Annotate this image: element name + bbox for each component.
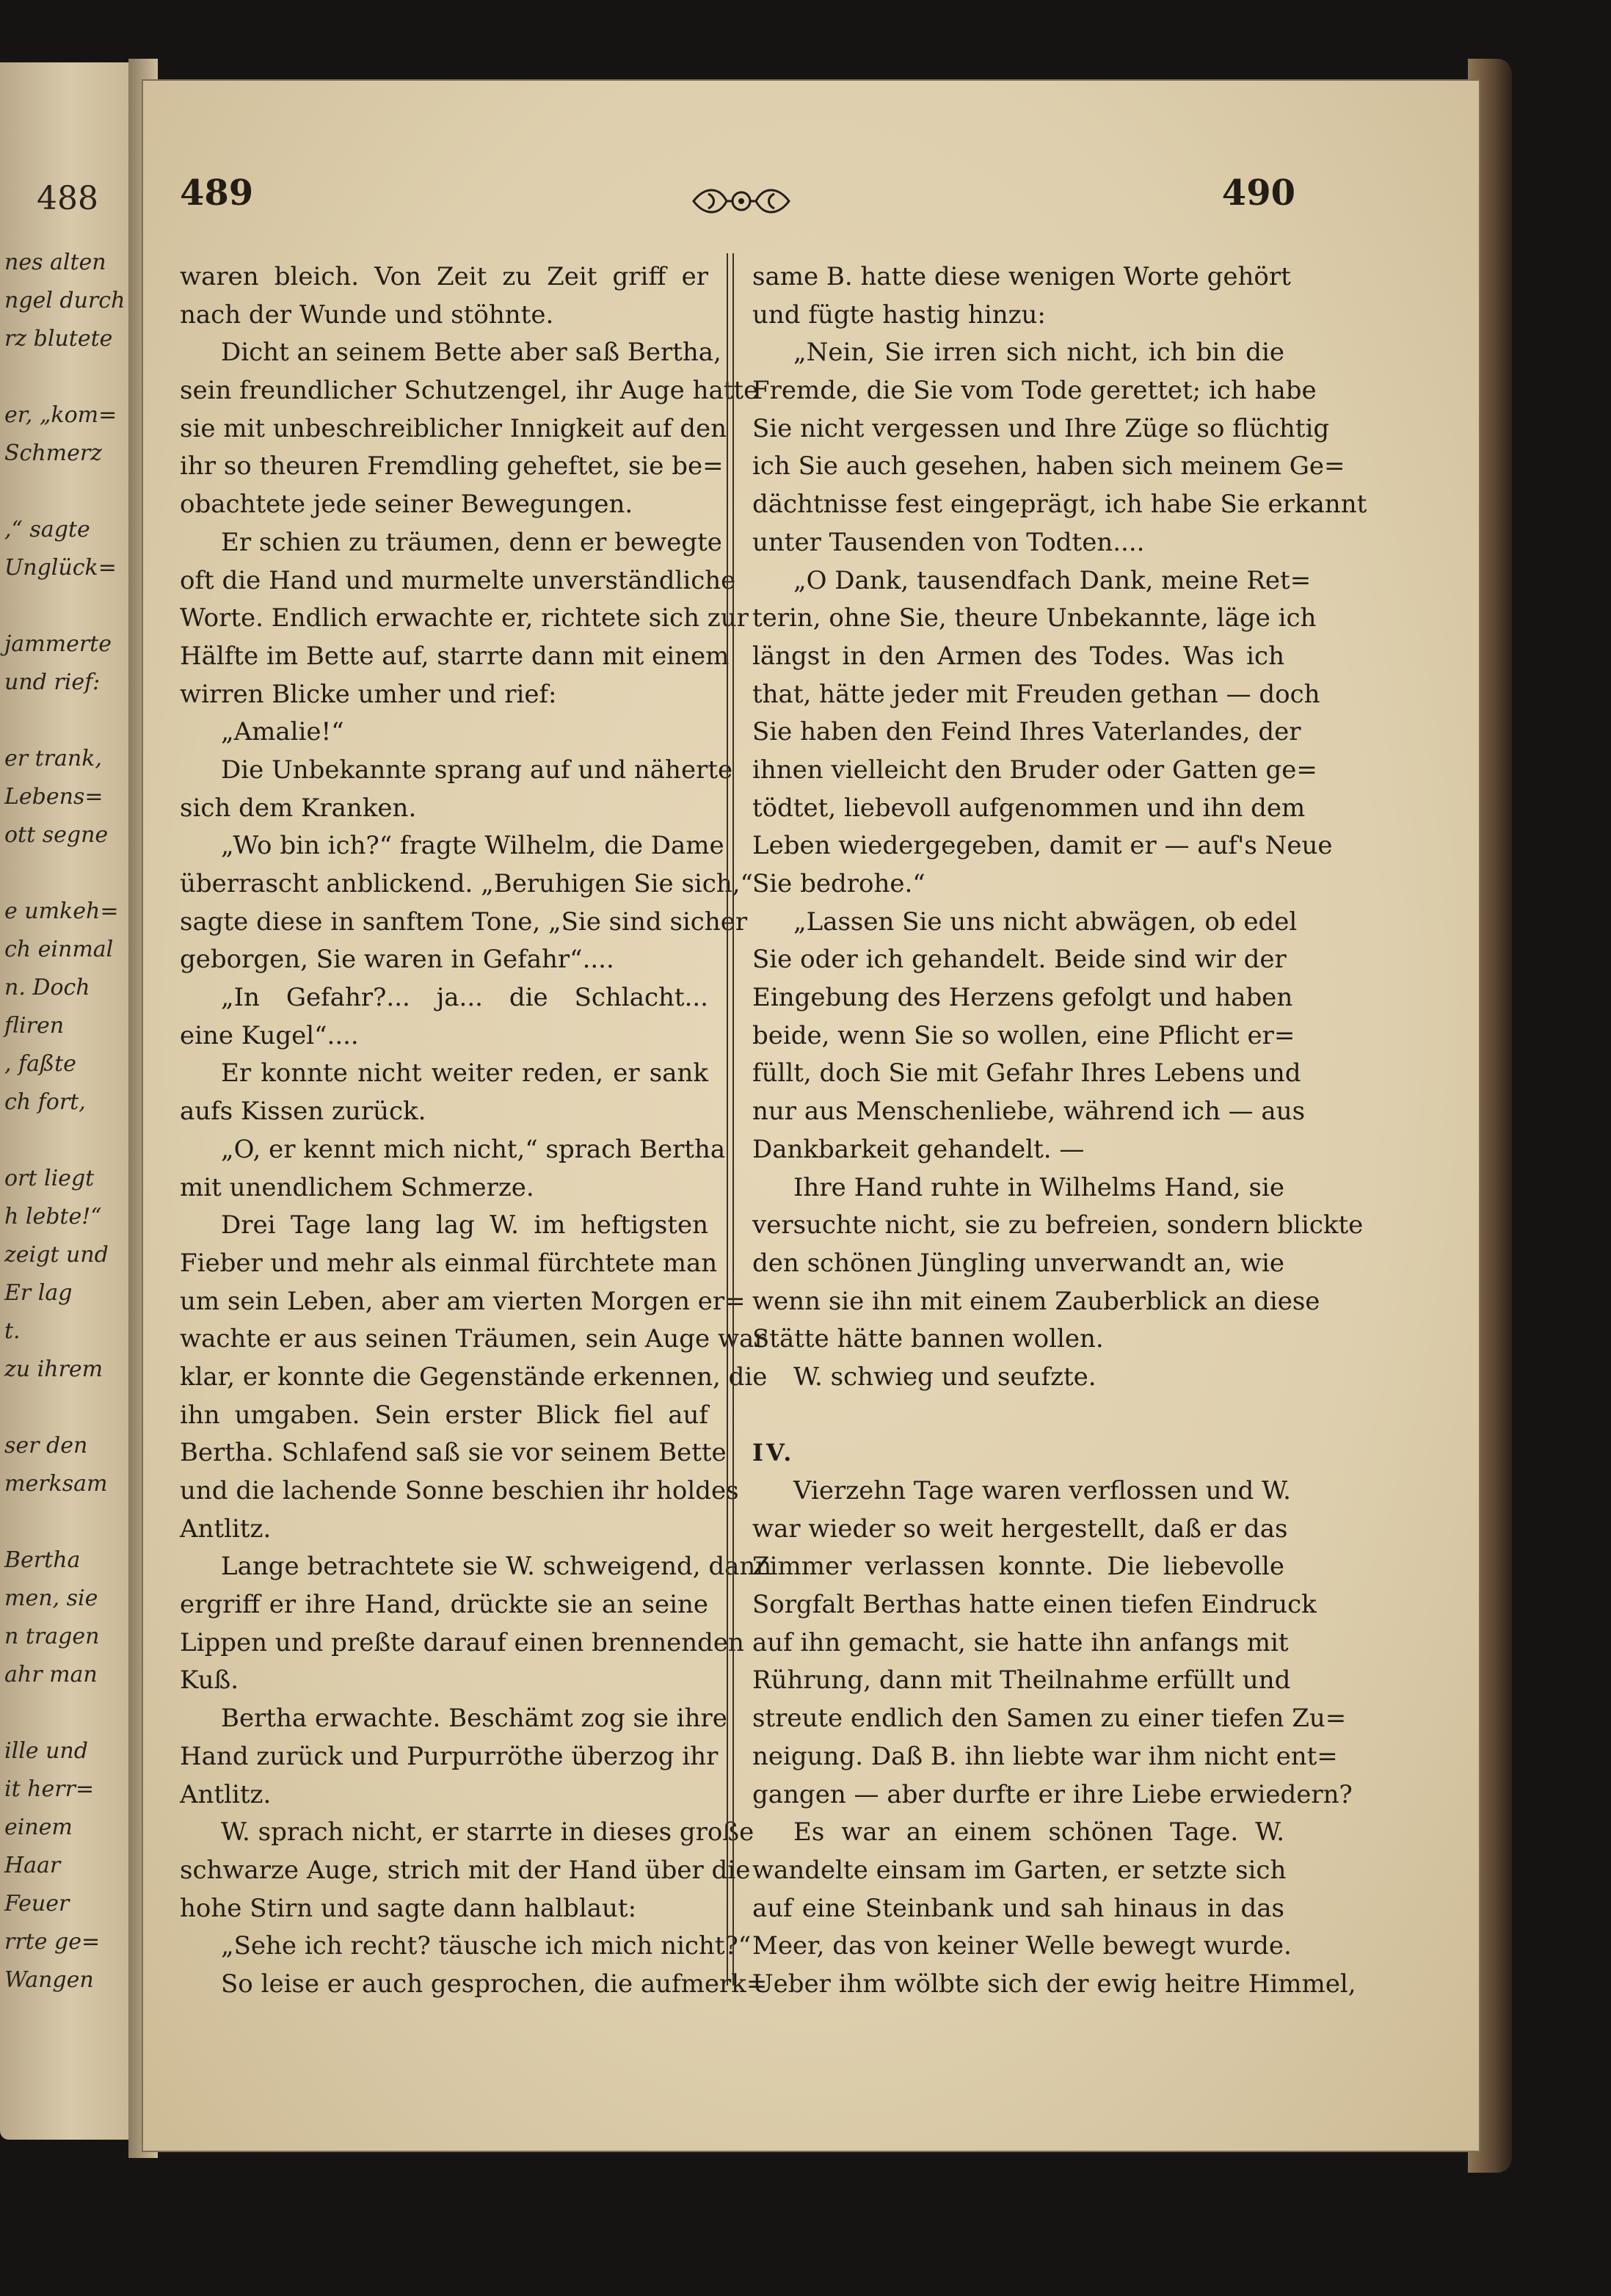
- right-column-text-line: Stätte hätte bannen wollen.: [752, 1324, 1104, 1354]
- left-column-text-line: wachte er aus seinen Träumen, sein Auge war: [180, 1324, 766, 1354]
- right-column-text-line: Sie haben den Feind Ihres Vaterlandes, der: [752, 717, 1301, 747]
- right-column-text-line: Sie nicht vergessen und Ihre Züge so flüchtig: [752, 413, 1330, 443]
- right-column-text-line: Sie bedrohe.“: [752, 869, 925, 898]
- right-column-text-line: auf ihn gemacht, sie hatte ihn anfangs mit: [752, 1627, 1289, 1657]
- right-column-text-line: ihnen vielleicht den Bruder oder Gatten ge=: [752, 755, 1317, 785]
- left-column-text-line: sie mit unbeschreiblicher Innigkeit auf den: [180, 413, 727, 443]
- left-column-text-line: „Sehe ich recht? täusche ich mich nicht?“: [221, 1931, 752, 1961]
- previous-page-text-fragment: e umkeh=: [4, 898, 119, 924]
- right-column-text-line: Dankbarkeit gehandelt. —: [752, 1134, 1085, 1164]
- left-column-text-line: ihr so theuren Fremdling geheftet, sie be=: [180, 451, 724, 482]
- previous-page-edge: [0, 62, 128, 2140]
- left-column-text-line: wirren Blicke umher und rief:: [180, 679, 557, 709]
- left-column-text-line: Kuß.: [180, 1665, 239, 1696]
- previous-page-text-fragment: ahr man: [4, 1662, 98, 1688]
- left-column-text-line: klar, er konnte die Gegenstände erkennen, die: [180, 1362, 768, 1392]
- right-column-text-line: versuchte nicht, sie zu befreien, sondern blickte: [752, 1210, 1364, 1240]
- left-column-text-line: Drei Tage lang lag W. im heftigsten: [221, 1210, 708, 1240]
- right-column-text-line: Leben wiedergegeben, damit er — auf's Neue: [752, 831, 1333, 861]
- left-column-text-line: hohe Stirn und sagte dann halblaut:: [180, 1893, 637, 1923]
- left-column-text-line: aufs Kissen zurück.: [180, 1097, 426, 1127]
- right-column-text-line: wandelte einsam im Garten, er setzte sich: [752, 1855, 1287, 1885]
- page-number-left: 489: [180, 172, 254, 214]
- previous-page-text-fragment: fliren: [4, 1013, 65, 1039]
- right-column-text-line: neigung. Daß B. ihn liebte war ihm nicht ent=: [752, 1741, 1338, 1771]
- page-header: [180, 172, 1295, 231]
- previous-page-text-fragment: er trank,: [4, 746, 102, 771]
- page-number-right: 490: [1221, 172, 1295, 214]
- right-column-text-line: Eingebung des Herzens gefolgt und haben: [752, 983, 1293, 1013]
- right-column-text-line: „Nein, Sie irren sich nicht, ich bin die: [793, 338, 1284, 368]
- right-column-text-line: war wieder so weit hergestellt, daß er das: [752, 1514, 1288, 1544]
- right-column-text-line: Es war an einem schönen Tage. W.: [793, 1817, 1284, 1848]
- left-column-text-line: um sein Leben, aber am vierten Morgen er=: [180, 1286, 746, 1316]
- previous-page-text-fragment: Wangen: [4, 1967, 94, 1993]
- previous-page-text-fragment: und rief:: [4, 669, 101, 695]
- left-column-text-line: sein freundlicher Schutzengel, ihr Auge hatte: [180, 376, 759, 406]
- left-column-text-line: sich dem Kranken.: [180, 793, 417, 823]
- right-column-text-line: that, hätte jeder mit Freuden gethan — doch: [752, 679, 1320, 709]
- left-column-text-line: Er konnte nicht weiter reden, er sank: [221, 1058, 708, 1089]
- text-column-right: [752, 258, 1367, 2004]
- left-column-text-line: W. sprach nicht, er starrte in dieses große: [221, 1817, 754, 1848]
- previous-page-text-fragment: ngel durch: [4, 288, 126, 313]
- left-column-text-line: nach der Wunde und stöhnte.: [180, 299, 554, 330]
- previous-page-text-fragment: rz blutete: [4, 326, 113, 352]
- previous-page-text-fragment: Haar: [4, 1853, 61, 1878]
- right-column-text-line: auf eine Steinbank und sah hinaus in das: [752, 1893, 1284, 1923]
- left-column-text-line: Hälfte im Bette auf, starrte dann mit einem: [180, 641, 730, 671]
- right-column-text-line: Ueber ihm wölbte sich der ewig heitre Himmel,: [752, 1969, 1356, 1999]
- left-column-text-line: „In Gefahr?... ja... die Schlacht...: [221, 983, 708, 1013]
- right-column-text-line: Fremde, die Sie vom Tode gerettet; ich habe: [752, 376, 1317, 406]
- left-column-text-line: obachtete jede seiner Bewegungen.: [180, 490, 633, 520]
- previous-page-text-fragment: zeigt und: [4, 1242, 109, 1268]
- previous-page-text-fragment: ,“ sagte: [4, 517, 90, 542]
- previous-page-text-fragment: Feuer: [4, 1891, 70, 1917]
- left-column-text-line: ihn umgaben. Sein erster Blick fiel auf: [180, 1400, 708, 1430]
- right-column-text-line: „Lassen Sie uns nicht abwägen, ob edel: [793, 907, 1298, 937]
- left-column-text-line: „Wo bin ich?“ fragte Wilhelm, die Dame: [221, 831, 724, 861]
- column-divider: [727, 253, 734, 1986]
- previous-page-text-fragment: ser den: [4, 1433, 88, 1458]
- left-column-text-line: Bertha erwachte. Beschämt zog sie ihre: [221, 1704, 727, 1734]
- right-column-text-line: Zimmer verlassen konnte. Die liebevolle: [752, 1552, 1284, 1582]
- left-column-text-line: Hand zurück und Purpurröthe überzog ihr: [180, 1741, 719, 1771]
- left-column-text-line: waren bleich. Von Zeit zu Zeit griff er: [180, 262, 708, 291]
- previous-page-text-fragment: nes alten: [4, 250, 106, 275]
- right-column-text-line: längst in den Armen des Todes. Was ich: [752, 641, 1284, 671]
- previous-page-text-fragment: n. Doch: [4, 975, 90, 1000]
- left-column-text-line: Dicht an seinem Bette aber saß Bertha,: [221, 338, 721, 368]
- left-column-text-line: überrascht anblickend. „Beruhigen Sie sich,“: [180, 869, 753, 898]
- previous-page-text-fragment: Lebens=: [4, 784, 103, 810]
- previous-page-text-fragment: merksam: [4, 1471, 108, 1497]
- left-column-text-line: oft die Hand und murmelte unverständliche: [180, 565, 736, 595]
- left-column-text-line: Die Unbekannte sprang auf und näherte: [221, 755, 733, 785]
- right-column-text-line: wenn sie ihn mit einem Zauberblick an diese: [752, 1286, 1320, 1316]
- previous-page-text-fragment: jammerte: [4, 631, 112, 657]
- right-column-text-line: Meer, das von keiner Welle bewegt wurde.: [752, 1931, 1292, 1961]
- previous-page-text-fragment: Bertha: [4, 1547, 81, 1573]
- previous-page-text-fragment: Er lag: [4, 1280, 73, 1306]
- right-column-text-line: tödtet, liebevoll aufgenommen und ihn dem: [752, 793, 1306, 823]
- left-column-text-line: So leise er auch gesprochen, die aufmerk=: [221, 1969, 768, 1999]
- previous-page-text-fragment: t.: [4, 1318, 21, 1344]
- right-column-text-line: dächtnisse fest eingeprägt, ich habe Sie erkannt: [752, 490, 1367, 520]
- section-spacer: [752, 1397, 1284, 1435]
- left-column-text-line: „O, er kennt mich nicht,“ sprach Bertha: [221, 1134, 726, 1164]
- previous-page-text-fragment: h lebte!“: [4, 1204, 102, 1229]
- previous-page-text-fragment: rrte ge=: [4, 1929, 101, 1955]
- left-column-text-line: „Amalie!“: [221, 717, 344, 747]
- right-column-text-line: unter Tausenden von Todten....: [752, 527, 1145, 557]
- previous-page-text-fragment: Schmerz: [4, 440, 103, 466]
- right-column-text-line: nur aus Menschenliebe, während ich — aus: [752, 1097, 1306, 1127]
- previous-page-text-fragment: ch einmal: [4, 937, 114, 962]
- right-column-text-line: ich Sie auch gesehen, haben sich meinem Ge=: [752, 451, 1345, 482]
- right-column-text-line: „O Dank, tausendfach Dank, meine Ret=: [793, 565, 1312, 595]
- previous-page-text-fragment: zu ihrem: [4, 1356, 103, 1382]
- previous-page-text-fragment: ch fort,: [4, 1089, 86, 1115]
- previous-page-text-fragment: einem: [4, 1814, 73, 1840]
- left-column-text-line: Fieber und mehr als einmal fürchtete man: [180, 1248, 718, 1278]
- right-column-text-line: Rührung, dann mit Theilnahme erfüllt und: [752, 1665, 1291, 1696]
- left-column-text-line: mit unendlichem Schmerze.: [180, 1172, 534, 1202]
- right-column-text-line: Sorgfalt Berthas hatte einen tiefen Eindruck: [752, 1590, 1317, 1620]
- right-column-text-line: same B. hatte diese wenigen Worte gehört: [752, 262, 1291, 291]
- right-column-text-line: W. schwieg und seufzte.: [793, 1362, 1097, 1392]
- previous-page-text-fragment: it herr=: [4, 1776, 95, 1802]
- previous-page-text-fragment: ott segne: [4, 822, 109, 848]
- previous-page-number: 488: [37, 180, 98, 217]
- right-column-text-line: gangen — aber durfte er ihre Liebe erwiedern?: [752, 1779, 1353, 1809]
- previous-page-text-fragment: men, sie: [4, 1585, 98, 1611]
- text-column-left: [180, 258, 772, 2004]
- right-column-text-line: und fügte hastig hinzu:: [752, 299, 1046, 330]
- previous-page-text-fragment: Unglück=: [4, 555, 117, 581]
- left-column-text-line: Antlitz.: [180, 1779, 272, 1809]
- section-heading: IV.: [752, 1439, 795, 1467]
- left-column-text-line: Worte. Endlich erwachte er, richtete sich zur: [180, 603, 749, 633]
- left-column-text-line: Lippen und preßte darauf einen brennenden: [180, 1627, 744, 1657]
- previous-page-text-fragment: , faßte: [4, 1051, 76, 1077]
- right-column-text-line: Sie oder ich gehandelt. Beide sind wir der: [752, 945, 1287, 975]
- left-column-text-line: ergriff er ihre Hand, drückte sie an seine: [180, 1590, 708, 1620]
- left-column-text-line: schwarze Auge, strich mit der Hand über die: [180, 1855, 751, 1885]
- left-column-text-line: Bertha. Schlafend saß sie vor seinem Bette: [180, 1438, 727, 1468]
- right-column-text-line: den schönen Jüngling unverwandt an, wie: [752, 1248, 1284, 1278]
- left-column-text-line: geborgen, Sie waren in Gefahr“....: [180, 945, 614, 975]
- left-column-text-line: sagte diese in sanftem Tone, „Sie sind sicher: [180, 907, 748, 937]
- ornament-icon: [686, 183, 796, 219]
- right-column-text-line: terin, ohne Sie, theure Unbekannte, läge ich: [752, 603, 1317, 633]
- left-column-text-line: eine Kugel“....: [180, 1020, 359, 1050]
- left-column-text-line: Lange betrachtete sie W. schweigend, dann: [221, 1552, 772, 1582]
- right-column-text-line: Vierzehn Tage waren verflossen und W.: [793, 1476, 1291, 1505]
- previous-page-text-fragment: ort liegt: [4, 1166, 95, 1191]
- right-column-text-line: Ihre Hand ruhte in Wilhelms Hand, sie: [793, 1172, 1284, 1202]
- right-column-text-line: streute endlich den Samen zu einer tiefen Zu=: [752, 1704, 1347, 1734]
- left-column-text-line: und die lachende Sonne beschien ihr holdes: [180, 1476, 739, 1505]
- right-column-text-line: füllt, doch Sie mit Gefahr Ihres Lebens und: [752, 1058, 1301, 1089]
- previous-page-text-fragment: ille und: [4, 1738, 88, 1764]
- previous-page-text-fragment: er, „kom=: [4, 402, 117, 428]
- left-column-text-line: Er schien zu träumen, denn er bewegte: [221, 527, 722, 557]
- right-column-text-line: beide, wenn Sie so wollen, eine Pflicht er=: [752, 1020, 1295, 1050]
- left-column-text-line: Antlitz.: [180, 1514, 272, 1544]
- previous-page-text-fragment: n tragen: [4, 1624, 100, 1649]
